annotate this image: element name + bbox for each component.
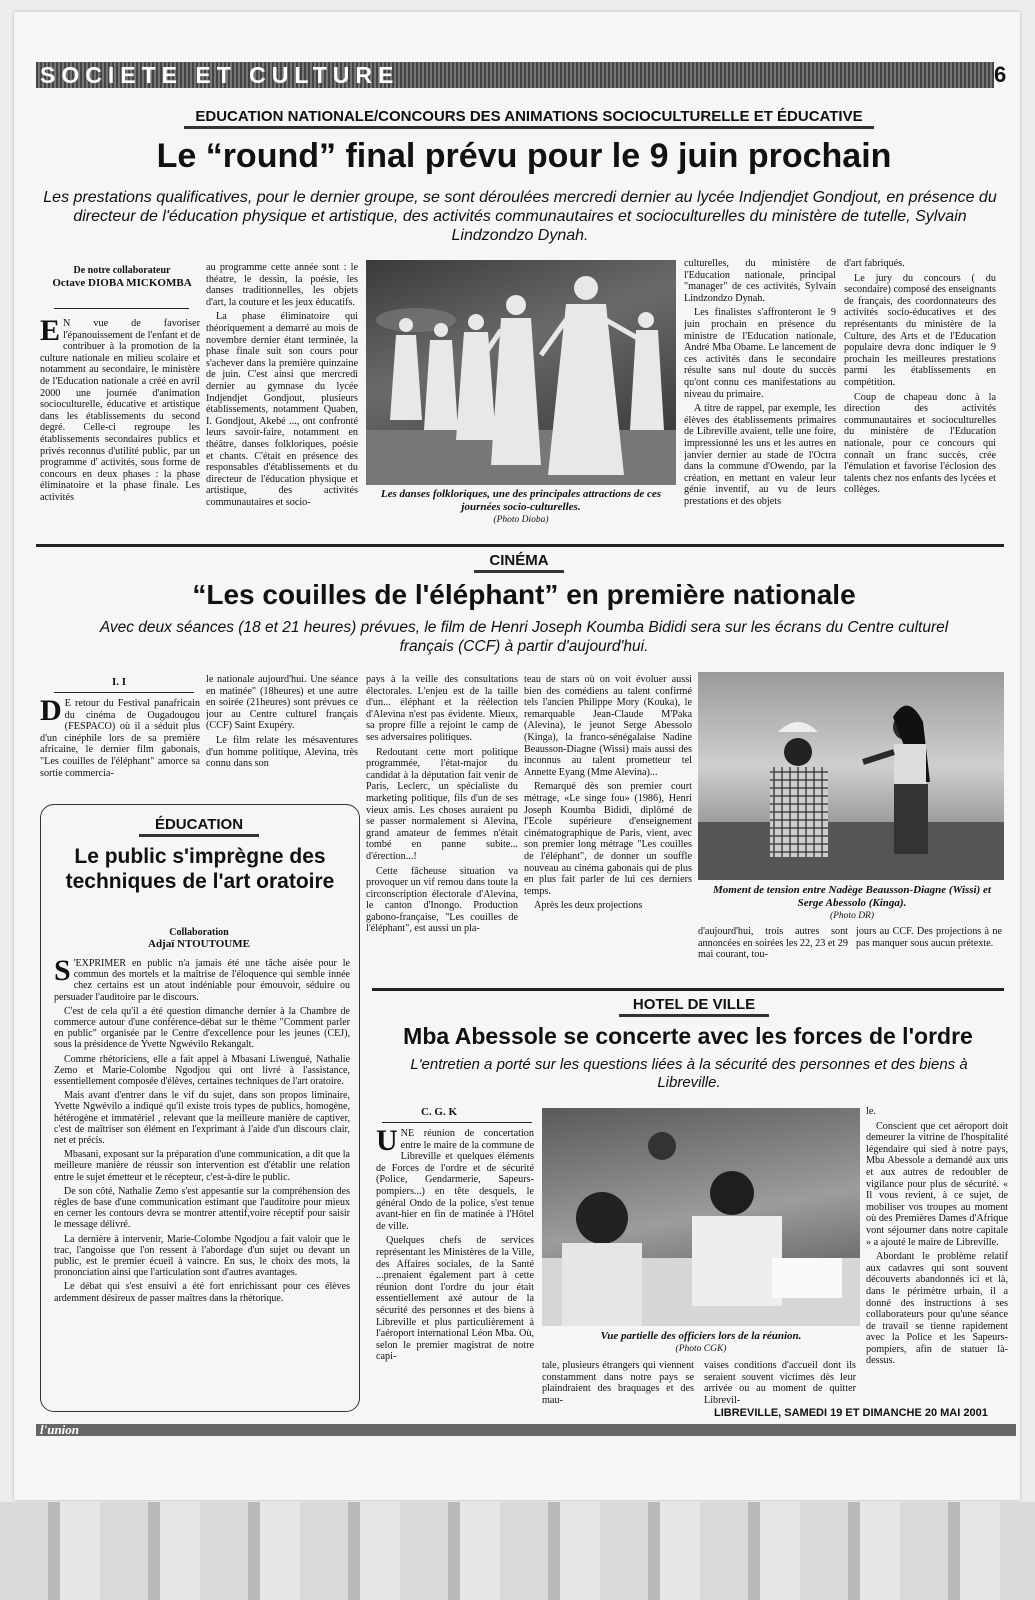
article4-deck: L'entretien a porté sur les questions liées à la sécurité des personnes et des biens à Libreville.: [410, 1056, 968, 1091]
section-title: SOCIETE ET CULTURE: [40, 62, 400, 88]
article4-kicker-rule: [619, 1014, 769, 1017]
article2-col3-p2: Redoutant cette mort politique programmée, l'état-major du candidat à la députation fait venir de Paris, Leclerc, un spécialiste du marketing politique, fils d'un de ses vieux amis. Les choses auraient pu se passer normalement si Alevina, grand amateur de femmes n'était tombé en panne subite... d'érection...!: [366, 746, 518, 862]
article2-col4-p3: Après les deux projections: [534, 900, 643, 912]
footer-bar: [36, 1424, 1016, 1436]
article1-col1-text: N vue de favoriser l'épanouissement de l'enfant et de contribuer à la promotion de la culture nationale en milieu scolaire et notamment au secondaire, le ministère de l'Education nationale a créé en avril 2000 une journée d'animation socioculturelle, éducative et artistique dans les établissements du second degré. Celle-ci regroupe les établissements secondaires publics et privés reconnus d'utilité public, par un programme d' activités, sous forme de concours en deux phases : la phase éliminatoire et la phase finale. Les activités: [40, 318, 200, 503]
article4-byline: C. G. K: [420, 1106, 458, 1118]
article2-deck: Avec deux séances (18 et 21 heures) prévues, le film de Henri Joseph Koumba Bididi sera sur les écrans du Centre culturel français (CCF) à partir d'aujourd'hui.: [99, 619, 949, 655]
article3-p1: 'EXPRIMER en public n'a jamais été une tâche aisée pour le commun des mortels et la maîtrise de l'éloquence qui semble innée chez certains est un atout indéniable pour émouvoir, séduire ou persuader l'auditoire par le discours.: [54, 958, 350, 1003]
article2-col2-p2: Le film relate les mésaventures d'un homme politique, Alevina, très connu dans son: [206, 734, 358, 770]
article2-col4-p2: Remarqué dès son premier court métrage, «Le singe fou» (1986), Henri Joseph Koumba Bididi, diplômé de l'Ecole supérieure d'enseignement cinématographique de Paris, vient, avec son premier long métrage "Les couilles de l'éléphant", de donner un souffle nouveau au cinéma gabonais qui de plus en plus fait parler de lui ces derniers temps.: [524, 781, 692, 897]
article4-col4-p2: Conscient que cet aéroport doit demeurer la vitrine de l'hospitalité légendaire qui sied à notre pays, Mba Abessole a demandé aux uns et aux autres de redoubler de vigilance pour plus de sécurité. « Il vous revient, à ce sujet, de mobiliser vos troupes au moment où des Premières Dames d'Afrique vont séjourner dans notre capitale » a ajouté le maire de Libreville.: [866, 1120, 1008, 1248]
article4-col1-p2: Quelques chefs de services représentant les Ministères de la Ville, des Affaires sociales, de la Santé ...prenaient également part à cette réunion dont l'ordre du jour était essentiellement axé autour de la sécurité des personnes et des biens à Libreville et plus particulièrement à l'aéroport international Léon Mba. Où, selon le premier magistrat de notre capi-: [376, 1235, 534, 1363]
article2-kicker: CINÉMA: [489, 552, 549, 569]
article4-col4-p3: Abordant le problème relatif aux cadavres qui sont souvent découverts abandonnés ici et là, dans le périmètre urbain, il a donné des instructions à ses collaborateurs pour qu'une séance de travail se tienne rapidement avec la Police et les Sapeurs-pompiers, afin de statuer là-dessus.: [866, 1251, 1008, 1367]
article1-col3-p2: Les finalistes s'affronteront le 9 juin prochain en présence du ministre de l'Education nationale, André Mba Obame. Le lancement de ces activités dans le secondaire résulte sans nul doute du succès qu'ont connu ces manifestations au niveau du primaire.: [684, 307, 836, 400]
article3-byline-name: Adjaï NTOUTOUME: [148, 938, 250, 950]
background-surface: [0, 1502, 1035, 1600]
article4-column-2: [542, 1360, 694, 1412]
article2-caption-text: Moment de tension entre Nadège Beausson-Diagne (Wissi) et Serge Abessolo (Kinga).: [713, 884, 991, 909]
article1-caption-text: Les danses folkloriques, une des principales attractions de ces journées socio-culturelles.: [380, 488, 662, 513]
article4-kicker: HOTEL DE VILLE: [632, 996, 756, 1013]
article2-column-4: [524, 674, 692, 984]
article3-kicker-rule: [139, 834, 259, 837]
article1-byline-label: De notre collaborateur: [73, 265, 171, 276]
article1-headline: Le “round” final prévu pour le 9 juin prochain: [156, 137, 892, 175]
article2-col5-text: d'aujourd'hui, trois autres sont annoncées en soirées les 22, 23 et 29 mai courant, tou-: [698, 926, 848, 961]
article1-column-2: [206, 262, 358, 540]
article3-p2: C'est de cela qu'il a été question dimanche dernier à la Chambre de commerce autour d'une conférence-débat sur le thème "Comment parler en public" organisée par le Centre d'excellence pour les jeunes (CEJ), sous la présidence de Yvette Ngwévilo Rekangalt.: [54, 1005, 350, 1051]
article3-p7: La dernière à intervenir, Marie-Colombe Ngodjou a fait valoir que le trac, l'angoisse que l'on ressent à l'abordage d'un sujet ou devant un public, est le premier écueil à vaincre. En sus, le choix des mots, la prononciation ainsi que l'articulation sont d'autres avantages.: [54, 1233, 350, 1279]
article3-kicker: ÉDUCATION: [154, 816, 244, 833]
article2-dropcap: D: [40, 698, 62, 727]
article1-photo-caption: [366, 488, 676, 527]
article1-kicker-rule: [184, 126, 874, 129]
article2-byline: I. I: [111, 676, 127, 688]
article4-col3-text: vaises conditions d'accueil dont ils seraient souvent victimes dès leur arrivée ou au moment de quitter Librevil-: [704, 1360, 856, 1406]
article3-p5: Mbasani, exposant sur la préparation d'une communication, a dit que la meilleure manière de réussir son intervention est d'établir une relation entre le sujet émetteur et le récepteur, c'est-à-dire le public.: [54, 1149, 350, 1183]
article4-col4-p1: le.: [866, 1106, 876, 1117]
article4-photo-credit: (Photo CGK): [675, 1344, 727, 1354]
article2-byline-rule: [54, 692, 194, 693]
article2-photo-credit: (Photo DR): [829, 911, 875, 921]
article1-bottom-rule: [36, 544, 1004, 547]
page-number: 6: [994, 62, 1007, 87]
article3-dropcap: S: [54, 958, 71, 987]
article1-photo-dancers: [366, 260, 676, 485]
article1-column-4: [844, 258, 996, 540]
article4-photo-caption: [542, 1330, 860, 1356]
newspaper-page: [14, 12, 1020, 1500]
article4-caption-text: Vue partielle des officiers lors de la réunion.: [600, 1330, 802, 1342]
article1-col2-p1: au programme cette année sont : le théatre, le dessin, la poésie, les danses traditionnelles, les objets d'art, la couture et les jeux éducatifs.: [206, 262, 358, 308]
article2-col4-p1: teau de stars où on voit évoluer aussi bien des comédiens au talent confirmé tels l'ancien Philippe Mory (Kouka), le remarquable Jean-Claude M'Paka (Alevina), le jeunot Serge Abessolo (Kinga), la franco-sénégalaise Nadine Beausson-Diagne (Wissi) mais aussi des inconnus au talent prometteur tel Annette Eyang (Mme Alevina)...: [524, 674, 692, 778]
article4-headline: Mba Abessole se concerte avec les forces de l'ordre: [403, 1023, 973, 1049]
dancers-illustration: [366, 260, 676, 485]
meeting-illustration: [542, 1108, 860, 1326]
article1-photo-credit: (Photo Dioba): [493, 515, 549, 525]
article4-column-4: [866, 1106, 1008, 1410]
article1-col3-p1: culturelles, du ministère de l'Education nationale, principal "manager" de ces activités, Sylvain Lindzondzo Dynah.: [684, 258, 836, 304]
article2-column-5: [698, 926, 848, 986]
article1-column-1: [40, 318, 200, 540]
article3-p4: Mais avant d'entrer dans le vif du sujet, dans son propos liminaire, Yvette Ngwévilo a indiqué qu'il existe trois types de publics, homogène, hétérogène et immatériel , relevant que la meilleure manière de captiver, c'est de maîtriser son élément en l'exprimant à l'aide d'un discours clair, net et précis.: [54, 1090, 350, 1147]
article2-photo-film-scene: [698, 672, 1004, 880]
article1-kicker: EDUCATION NATIONALE/CONCOURS DES ANIMATIONS SOCIOCULTURELLE ET ÉDUCATIVE: [195, 108, 863, 125]
article1-col3-p3: A titre de rappel, par exemple, les élèves des établissements primaires de Libreville avaient, telle une foire, impressionné les uns et les autres en janvier dernier au stade de l'Octra dans la commune d'Owendo, par la création, en mettant en valeur leur génie inventif, au vu de leurs prestations et des objets: [684, 403, 836, 507]
article2-col2-p1: le nationale aujourd'hui. Une séance en matinée" (18heures) et une autre en soirée (21heures) sont prévues ce jour au Centre culturel français (CCF) Saint Exupéry.: [206, 674, 358, 732]
article2-column-6: [856, 926, 1002, 986]
article3-body: [54, 958, 350, 1404]
article1-deck: Les prestations qualificatives, pour le dernier groupe, se sont déroulées mercredi dernier au lycée Indjendjet Gondjout, en présence du directeur de l'éducation physique et artistique, des activités communautaires et socioculturelles du ministère de tutelle, Sylvain Lindzondzo Dynah.: [43, 189, 997, 244]
article4-col1-text: NE réunion de concertation entre le maire de la commune de Libreville et quelques éléments de Forces de l'ordre et de sécurité (Police, Gendarmerie, Sapeurs-pompiers...) en tête desquels, le général Ondo de la police, s'est tenue avant-hier en fin de matinée à l'Hôtel de ville.: [376, 1128, 534, 1232]
article4-photo-meeting: [542, 1108, 860, 1326]
article2-column-3: [366, 674, 518, 984]
article1-col4-p1: d'art fabriqués.: [844, 258, 905, 269]
article1-column-3: [684, 258, 836, 540]
article4-col2-text: tale, plusieurs étrangers qui viennent constamment dans notre pays se plaindraient des braquages et des mau-: [542, 1360, 694, 1406]
article3-p3: Comme rhétoriciens, elle a fait appel à Mbasani Liwengué, Nathalie Zemo et Marie-Colombe Ngodjou qui ont livré à l'assistance, essentiellement composée d'élèves, certaines techniques de l'art oratoire.: [54, 1053, 350, 1088]
article2-col1-text: E retour du Festival panafricain du cinéma de Ougadougou (FESPACO) où il a séduit plus d'un cinéphile lors de sa première africaine, le dernier film gabonais, "Les couilles de l'éléphant" amorce sa sortie commercia-: [40, 698, 200, 779]
footer-brand: l'union: [40, 1422, 80, 1437]
footer-date: LIBREVILLE, SAMEDI 19 ET DIMANCHE 20 MAI 2001: [714, 1407, 988, 1419]
article1-col4-p3: Coup de chapeau donc à la direction des activités communautaires et socioculturelles du ministère de l'Education nationale, pour ce concours qui connaît un franc succès, crée l'émulation et favorise l'éclosion des talents chez nos enfants des lycées et collèges.: [844, 391, 996, 496]
article2-kicker-rule: [474, 570, 564, 573]
article2-headline: “Les couilles de l'éléphant” en première nationale: [192, 579, 856, 610]
article4-byline-rule: [382, 1122, 532, 1123]
article1-byline-name: Octave DIOBA MICKOMBA: [52, 277, 192, 289]
article4-top-rule: [372, 988, 1004, 991]
article3-byline-label: Collaboration: [169, 927, 229, 938]
article1-byline-rule: [54, 308, 189, 309]
article2-photo-caption: [704, 884, 1000, 923]
film-scene-illustration: [698, 672, 1004, 880]
article2-column-2: [206, 674, 358, 798]
article4-column-3: [704, 1360, 856, 1412]
article3-p6: De son côté, Nathalie Zemo s'est appesantie sur la compréhension des règles de base d'une communication estimant que l'auditoire pour mieux en cerner les contours devra se montrer attentif,voire réceptif pour saisir le message délivré.: [54, 1185, 350, 1231]
article4-dropcap: U: [376, 1128, 398, 1157]
article1-col2-p2: La phase éliminatoire qui théoriquement a demarré au mois de novembre dernier étant terminée, la phase finale suit son cours pour s'achever dans la première quinzaine de juin. C'est ainsi que mercredi dernier au gymnase du lycée Indjendjet Gondjout, plusieurs établissements, notamment Quaben, I. Gondjout, Akebé ..., ont confronté leurs savoir-faire, notamment en théâtre, danses folkloriques, poésie et chants. C'était en présence des responsables d'établissements et du directeur de l'éducation physique et artistique, des activités communautaires et socio-: [206, 311, 358, 508]
article3-p8: Le débat qui s'est ensuivi a été fort enrichissant pour ces élèves ardemment désireux de passer maîtres dans la rhétorique.: [54, 1281, 350, 1304]
article2-col3-p1: pays à la veille des consultations électorales. L'enjeu est de la taille d'un... éléphant et la réélection d'Alevina n'est pas évidente. Mieux, sa propre fille a rejoint le camp de ses adversaires politiques.: [366, 674, 518, 743]
article3-headline: Le public s'imprègne des techniques de l'art oratoire: [65, 845, 335, 893]
article2-col6-text: jours au CCF. Des projections à ne pas manquer sous aucun prétexte.: [856, 926, 1002, 949]
article4-column-1: [376, 1128, 534, 1410]
article1-col4-p2: Le jury du concours ( du secondaire) composé des enseignants de français, des coordonnateurs des activités socio-éducatives et des représentants du ministère de la Culture, des Arts et de l'Education populaire devra donc indiquer le 9 prochain les meilleures prestations parmi les établissements en compétition.: [844, 272, 996, 388]
article2-column-1: [40, 698, 200, 798]
article2-col3-p3: Cette fâcheuse situation va provoquer un vif remou dans toute la circonscription électorale d'Alevina, le canton d'Inongo. Production gabono-française, "Les couilles de l'éléphant", est aussi un pla-: [366, 865, 518, 935]
article1-dropcap: E: [40, 318, 61, 347]
